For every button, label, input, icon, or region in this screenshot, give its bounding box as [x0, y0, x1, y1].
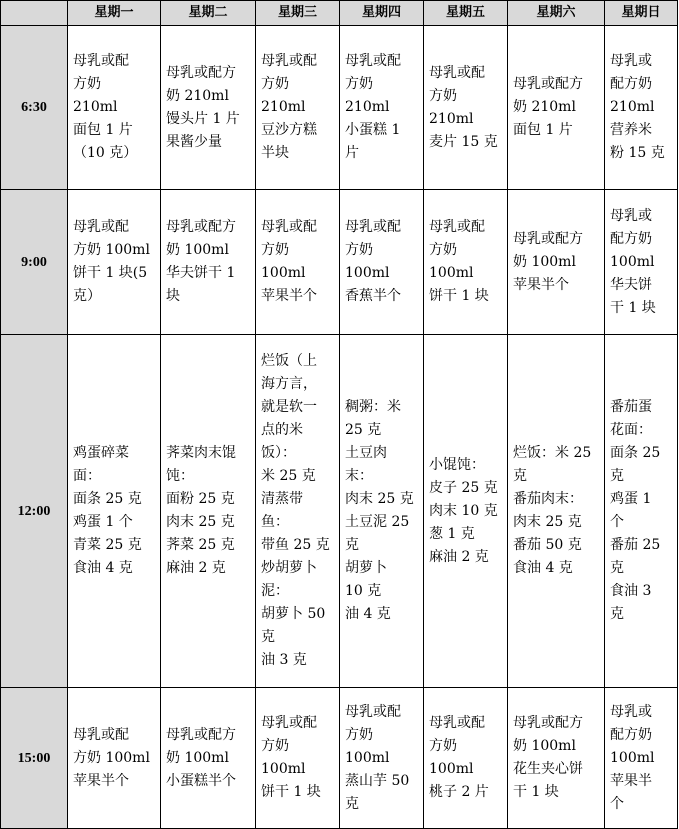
day-header-wednesday: 星期三 [256, 1, 340, 26]
meal-cell-line: 果酱少量 [166, 133, 222, 150]
meal-cell-line: 克 [610, 606, 624, 622]
meal-cell-line: 番茄肉末： [513, 491, 583, 507]
meal-cell-line: 210ml [345, 99, 390, 115]
meal-cell-friday [424, 335, 508, 688]
meal-cell-line: 饼干 1 块 [429, 288, 489, 304]
meal-cell-line: 青菜 25 克 [73, 537, 142, 553]
meal-cell-line: 奶 100ml [166, 749, 229, 766]
meal-cell-sunday [605, 190, 678, 335]
meal-cell-monday [68, 335, 161, 688]
meal-cell-line: 番茄 50 克 [513, 537, 582, 553]
meal-cell-line: 母乳或配方 [513, 76, 583, 92]
meal-cell-line: 食油 3 [610, 583, 652, 599]
meal-cell-line: 210ml [429, 110, 474, 127]
time-cell: 15:00 [1, 688, 68, 829]
meal-cell-line: 干 1 块 [610, 299, 656, 316]
meal-cell-line: 母乳或配 [429, 64, 485, 81]
meal-cell-line: 苹果半个 [73, 772, 129, 789]
meal-cell-line: 面粉 25 克 [166, 491, 235, 507]
meal-cell-line: 100ml [345, 749, 390, 766]
meal-cell-line: 母乳或配 [429, 715, 485, 731]
meal-cell-line: 豆沙方糕 [261, 122, 317, 138]
meal-cell-line: 100ml [610, 749, 655, 766]
meal-cell-friday [424, 190, 508, 335]
meal-cell-line: 烂饭：米 25 [513, 445, 592, 461]
meal-cell-line: 鸡蛋 1 个 [73, 514, 133, 530]
meal-cell-thursday [340, 335, 424, 688]
meal-cell-line: 10 克 [345, 583, 382, 599]
meal-cell-line: 海方言， [261, 376, 317, 392]
meal-cell-line: 饭）： [261, 445, 296, 461]
meal-cell-line: 210ml [73, 99, 118, 115]
meal-cell-line: 方奶 [429, 87, 457, 104]
meal-cell-line: 100ml [345, 265, 390, 281]
meal-cell-line: 荠菜肉末馄 [166, 445, 236, 461]
meal-cell-wednesday [256, 26, 340, 190]
meal-cell-line: 母乳或配 [73, 219, 129, 235]
meal-cell-line: 片 [345, 145, 359, 161]
day-header-friday: 星期五 [424, 1, 508, 26]
meal-cell-line: 奶 100ml [513, 738, 576, 754]
meal-cell-line: 210ml [610, 99, 655, 115]
meal-cell-friday [424, 688, 508, 829]
meal-cell-line: 克 [610, 468, 624, 484]
meal-cell-sunday [605, 688, 678, 829]
meal-cell-line: 饼干 1 块 [261, 784, 321, 800]
meal-cell-line: 胡萝卜 50 [261, 606, 326, 622]
meal-cell-line: 烂饭（上 [261, 353, 317, 369]
meal-cell-line: 面包 1 片 [73, 122, 133, 138]
meal-cell-line: 干 1 块 [513, 784, 559, 800]
meal-cell-line: 母乳或配方 [513, 715, 583, 731]
meal-cell-line: 母乳或配 [345, 53, 401, 69]
meal-cell-line: 克 [345, 795, 359, 812]
meal-cell-line: 面： [73, 468, 101, 484]
meal-cell-line: 土豆肉 [345, 445, 387, 461]
corner-cell [1, 1, 68, 26]
meal-cell-line: 荠菜 25 克 [166, 537, 235, 553]
meal-cell-line: 土豆泥 25 [345, 514, 410, 530]
meal-cell-line: 鱼： [261, 514, 289, 530]
meal-cell-monday [68, 190, 161, 335]
meal-cell-saturday [508, 335, 605, 688]
header-row [1, 1, 678, 26]
meal-cell-line: 210ml [261, 99, 306, 115]
meal-cell-line: 方奶 [345, 726, 373, 743]
meal-cell-line: 100ml [429, 761, 474, 777]
meal-cell-line: 配方奶 [610, 726, 652, 743]
meal-cell-line: 克） [73, 288, 101, 304]
meal-cell-line: 母乳或配方 [513, 230, 583, 247]
time-cell: 6:30 [1, 26, 68, 190]
meal-cell-line: 克 [345, 537, 359, 553]
day-header-saturday: 星期六 [508, 1, 605, 26]
meal-cell-line: 饨： [166, 468, 194, 484]
meal-row [1, 335, 678, 688]
meal-cell-thursday [340, 688, 424, 829]
meal-cell-line: 食油 4 克 [73, 560, 133, 576]
meal-cell-line: 100ml [261, 265, 306, 281]
meal-cell-line: 个 [610, 514, 624, 530]
meal-cell-line: 小馄饨： [429, 456, 485, 473]
meal-cell-line: 母乳或 [610, 207, 652, 224]
meal-cell-line: 麻油 2 克 [429, 548, 489, 565]
meal-cell-thursday [340, 26, 424, 190]
meal-cell-friday [424, 26, 508, 190]
meal-cell-line: 块 [166, 288, 180, 304]
time-cell: 9:00 [1, 190, 68, 335]
meal-cell-line: 麦片 15 克 [429, 133, 498, 150]
meal-cell-line: 母乳或配方 [166, 726, 236, 743]
meal-cell-line: 食油 4 克 [513, 560, 573, 576]
meal-cell-line: 饼干 1 块(5 [73, 265, 148, 281]
meal-rows [1, 26, 678, 829]
meal-cell-line: 母乳或配方 [166, 64, 236, 81]
meal-cell-line: 麻油 2 克 [166, 560, 226, 576]
meal-cell-monday [68, 688, 161, 829]
meal-row [1, 26, 678, 190]
meal-cell-line: 苹果半 [610, 772, 652, 789]
meal-cell-line: 母乳或 [610, 703, 652, 720]
meal-cell-line: 母乳或配 [345, 703, 401, 720]
meal-cell-line: 方奶 [429, 242, 457, 258]
meal-cell-line: 100ml [261, 761, 306, 777]
meal-cell-line: 鸡蛋 1 [610, 491, 652, 507]
meal-cell-line: 小蛋糕 1 [345, 122, 401, 138]
meal-cell-line: 母乳或 [610, 53, 652, 69]
meal-cell-line: 肉末 10 克 [429, 502, 498, 519]
meal-cell-line: 肉末 25 克 [166, 514, 235, 530]
day-header-monday: 星期一 [68, 1, 161, 26]
meal-cell-line: 方奶 [73, 76, 101, 92]
meal-cell-line: 奶 210ml [166, 87, 229, 104]
meal-cell-line: 100ml [429, 265, 474, 281]
meal-cell-line: 桃子 2 片 [429, 784, 489, 800]
meal-cell-line: 母乳或配 [261, 715, 317, 731]
meal-cell-line: 番茄 25 [610, 537, 661, 553]
meal-cell-line: 克 [261, 629, 275, 645]
meal-row [1, 688, 678, 829]
meal-cell-sunday [605, 335, 678, 688]
meal-cell-wednesday [256, 190, 340, 335]
meal-cell-line: 米 25 克 [261, 468, 316, 484]
meal-cell-line: 母乳或配 [73, 53, 129, 69]
meal-cell-line: 小蛋糕半个 [166, 772, 236, 789]
meal-cell-saturday [508, 190, 605, 335]
meal-cell-line: 方奶 100ml [73, 242, 150, 258]
meal-cell-line: 带鱼 25 克 [261, 537, 330, 553]
meal-cell-line: 华夫饼 [610, 276, 652, 293]
meal-cell-line: 配方奶 [610, 230, 652, 247]
meal-cell-line: 华夫饼干 1 [166, 265, 236, 281]
meal-cell-line: 油 4 克 [345, 606, 391, 622]
meal-cell-saturday [508, 688, 605, 829]
meal-cell-line: 母乳或配 [261, 219, 317, 235]
meal-cell-line: 油 3 克 [261, 652, 307, 668]
meal-cell-line: 母乳或配 [261, 53, 317, 69]
meal-cell-line: 葱 1 克 [429, 525, 475, 542]
meal-cell-line: 奶 100ml [513, 253, 576, 270]
meal-cell-line: 母乳或配方 [166, 219, 236, 235]
meal-cell-line: 方奶 [429, 738, 457, 754]
meal-cell-line: 方奶 [345, 76, 373, 92]
time-cell: 12:00 [1, 335, 68, 688]
meal-cell-line: 苹果半个 [261, 288, 317, 304]
meal-cell-line: （10 克） [73, 145, 138, 161]
meal-cell-line: 母乳或配 [429, 219, 485, 235]
meal-row [1, 190, 678, 335]
meal-cell-thursday [340, 190, 424, 335]
meal-cell-line: 鸡蛋碎菜 [73, 445, 129, 461]
meal-cell-line: 末： [345, 468, 373, 484]
meal-cell-line: 苹果半个 [513, 276, 569, 293]
meal-cell-line: 方奶 100ml [73, 749, 150, 766]
day-header-sunday: 星期日 [605, 1, 678, 26]
meal-cell-line: 方奶 [261, 738, 289, 754]
meal-cell-tuesday [161, 190, 256, 335]
meal-cell-line: 清蒸带 [261, 491, 303, 507]
day-header-thursday: 星期四 [340, 1, 424, 26]
meal-cell-line: 胡萝卜 [345, 560, 387, 576]
day-header-tuesday: 星期二 [161, 1, 256, 26]
meal-cell-line: 25 克 [345, 422, 382, 438]
meal-cell-line: 个 [610, 795, 624, 812]
meal-cell-line: 馒头片 1 片 [166, 110, 240, 127]
meal-cell-line: 香蕉半个 [345, 288, 401, 304]
meal-cell-tuesday [161, 688, 256, 829]
meal-cell-line: 蒸山芋 50 [345, 772, 410, 789]
meal-cell-line: 番茄蛋 [610, 399, 652, 415]
meal-cell-line: 母乳或配 [73, 726, 129, 743]
meal-cell-saturday [508, 26, 605, 190]
meal-cell-line: 方奶 [345, 242, 373, 258]
meal-cell-wednesday [256, 335, 340, 688]
meal-cell-line: 方奶 [261, 76, 289, 92]
meal-cell-line: 配方奶 [610, 76, 652, 92]
meal-cell-line: 皮子 25 克 [429, 479, 498, 496]
meal-cell-line: 面条 25 克 [73, 491, 142, 507]
meal-cell-line: 点的米 [261, 422, 303, 438]
meal-cell-line: 半块 [261, 145, 289, 161]
meal-cell-line: 克 [513, 468, 527, 484]
meal-cell-line: 克 [610, 560, 624, 576]
meal-cell-line: 就是软一 [261, 399, 317, 415]
meal-cell-line: 花面： [610, 422, 652, 438]
meal-cell-line: 泥： [261, 583, 289, 599]
meal-cell-monday [68, 26, 161, 190]
meal-cell-line: 稠粥：米 [345, 399, 401, 415]
meal-cell-line: 奶 210ml [513, 99, 576, 115]
meal-cell-tuesday [161, 335, 256, 688]
meal-cell-line: 面条 25 [610, 445, 661, 461]
meal-cell-wednesday [256, 688, 340, 829]
meal-cell-line: 粉 15 克 [610, 145, 665, 161]
meal-cell-line: 营养米 [610, 122, 652, 138]
meal-cell-sunday [605, 26, 678, 190]
meal-cell-line: 奶 100ml [166, 242, 229, 258]
meal-cell-tuesday [161, 26, 256, 190]
meal-cell-line: 肉末 25 克 [513, 514, 582, 530]
meal-cell-line: 100ml [610, 253, 655, 270]
meal-cell-line: 肉末 25 克 [345, 491, 414, 507]
meal-cell-line: 方奶 [261, 242, 289, 258]
meal-cell-line: 母乳或配 [345, 219, 401, 235]
meal-cell-line: 面包 1 片 [513, 122, 573, 138]
meal-cell-line: 花生夹心饼 [513, 761, 583, 777]
meal-cell-line: 炒胡萝卜 [261, 560, 317, 576]
